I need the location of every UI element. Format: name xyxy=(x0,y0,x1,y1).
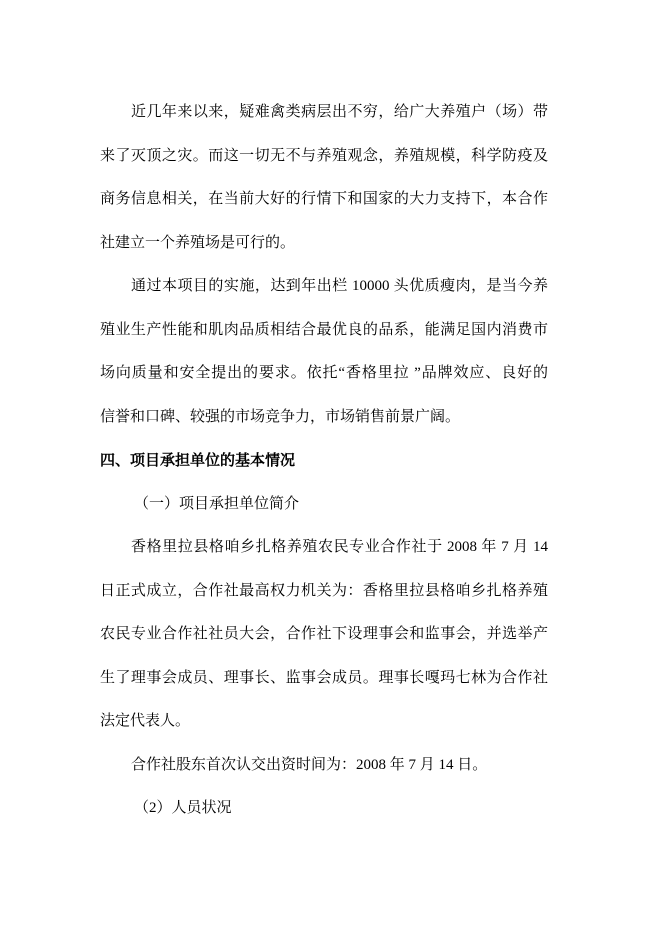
section-heading: 四、项目承担单位的基本情况 xyxy=(100,451,296,469)
paragraph-line: 近几年来以来，疑难禽类病层出不穷，给广大养殖户（场）带 xyxy=(131,104,548,120)
paragraph-line: 日正式成立，合作社最高权力机关为：香格里拉县格咱乡扎格养殖 xyxy=(100,582,548,599)
paragraph-project-goal xyxy=(100,265,548,439)
paragraph-line: 殖业生产性能和肌肉品质相结合最优良的品系，能满足国内消费市 xyxy=(100,321,548,338)
paragraph-line: 香格里拉县格咱乡扎格养殖农民专业合作社于 2008 年 7 月 14 xyxy=(131,539,548,555)
paragraph-line: 来了灭顶之灾。而这一切无不与养殖观念，养殖规模，科学防疫及 xyxy=(100,147,548,164)
paragraph-line: 合作社股东首次认交出资时间为：2008 年 7 月 14 日。 xyxy=(131,756,488,773)
paragraph-unit-intro xyxy=(100,526,548,744)
paragraph-capital-date xyxy=(100,744,548,788)
paragraph-line: 法定代表人。 xyxy=(100,713,191,729)
subsection-heading-2: （2）人员状况 xyxy=(134,800,232,816)
paragraph-line: 社建立一个养殖场是可行的。 xyxy=(100,234,296,251)
paragraph-line: 场向质量和安全提出的要求。依托“香格里拉 ”品牌效应、良好的 xyxy=(100,365,548,381)
subsection-heading-1: （一）项目承担单位简介 xyxy=(134,495,300,512)
document-body xyxy=(100,91,548,831)
paragraph-line: 信誉和口碑、较强的市场竞争力，市场销售前景广阔。 xyxy=(100,408,461,425)
paragraph-background xyxy=(100,91,548,265)
paragraph-line: 生了理事会成员、理事长、监事会成员。理事长嘎玛七林为合作社 xyxy=(100,669,548,686)
paragraph-line: 商务信息相关，在当前大好的行情下和国家的大力支持下，本合作 xyxy=(100,191,548,207)
paragraph-line: 农民专业合作社社员大会，合作社下设理事会和监事会，并选举产 xyxy=(100,626,548,642)
paragraph-line: 通过本项目的实施，达到年出栏 10000 头优质瘦肉，是当今养 xyxy=(131,278,548,294)
